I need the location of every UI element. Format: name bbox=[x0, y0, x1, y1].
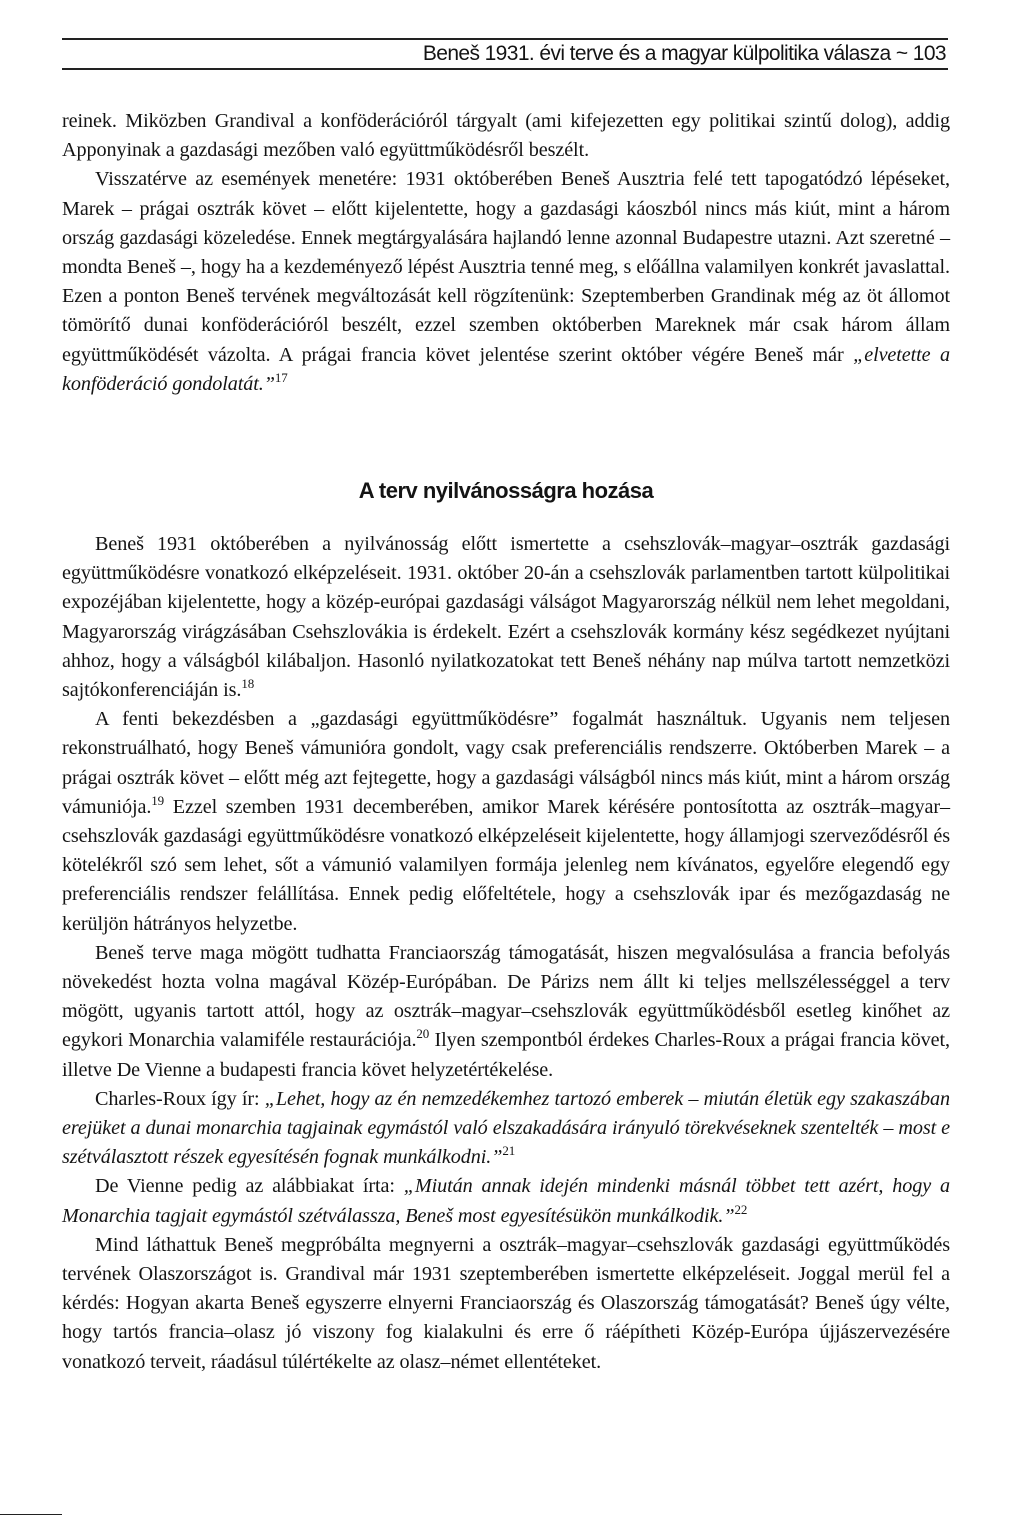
text-run: Ilyen szempontból érdekes Charles-Roux a prágai francia követ, illetve De Vienne a budapesti francia követ helyzetértékelése. bbox=[62, 1029, 950, 1081]
text-run: Beneš terve maga mögött tudhatta Franciaország támogatását, hiszen megvalósulása a francia befolyás növekedést hozta volna magával Közép-Európában. De Párizs nem állt ki teljes mellszélességgel a terv mögött, ugyanis tartott attól, hogy az osztrák–magyar–csehszlovák együttműködésből esetleg kinőhet az egykori Monarchia valamiféle restaurációja. bbox=[62, 941, 950, 1052]
running-head-text: Beneš 1931. évi terve és a magyar külpolitika válasza ~ 103 bbox=[422, 42, 946, 65]
paragraph bbox=[62, 1172, 950, 1230]
paragraph bbox=[62, 1085, 950, 1173]
text-run: Beneš 1931 októberében a nyilvánosság előtt ismertette a csehszlovák–magyar–osztrák gazdasági együttműködésre vonatkozó elképzeléseit. 1931. október 20-án a csehszlovák parlamentben tartott külpolitikai expozéjában kijelentette, hogy a közép-európai gazdasági válságot Magyarország nélkül nem lehet megoldani, Magyarország virágzásában Csehszlovákia is érdekelt. Ezért a csehszlovák kormány kész segédkezet nyújtani ahhoz, hogy a válságból kilábaljon. Hasonló nyilatkozatokat tett Beneš néhány nap múlva tartott nemzetközi sajtókonferenciáján is. bbox=[62, 533, 950, 702]
footnote-ref: 22 bbox=[734, 1201, 748, 1217]
footnote-ref: 18 bbox=[241, 676, 255, 692]
text-run: De Vienne pedig az alábbiakat írta: bbox=[95, 1175, 404, 1198]
footnote-ref: 19 bbox=[151, 792, 165, 808]
paragraph bbox=[62, 705, 950, 939]
text-run: A fenti bekezdésben a „gazdasági együttműködésre” fogalmát használtuk. Ugyanis nem teljesen rekonstruálható, hogy Beneš vámunióra gondolt, vagy csak preferenciális rendszerre. Októberben Marek – a prágai osztrák követ – előtt még azt fejtegette, hogy a gazdasági válságból nincs más kiút, mint a három ország vámuniója. bbox=[62, 708, 950, 818]
paragraph bbox=[62, 530, 950, 705]
running-head bbox=[62, 38, 948, 70]
text-run: Visszatérve az események menetére: 1931 októberében Beneš Ausztria felé tett tapogatódzó lépéseket, Marek – prágai osztrák követ – előtt kijelentette, hogy a gazdasági káoszból nincs más kiút, mint a három ország gazdasági közeledése. Ennek megtárgyalására hajlandó lenne azonnal Budapestre utazni. Azt szeretné – mondta Beneš –, hogy ha a kezdeményező lépést Ausztria tenné meg, s előállna valamilyen konkrét javaslattal. Ezen a ponton Beneš tervének megváltozását kell rögzítenünk: Szeptemberben Grandinak még az öt állomot tömörítő dunai konföderációról beszélt, ezzel szemben októberben Mareknek már csak három állam együttműködését vázolta. A prágai francia követ jelentése szerint október végére Beneš már bbox=[62, 168, 950, 366]
quoted-text: „Miután annak idején mindenki másnál többet tett azért, hogy a Monarchia tagjait egymástól szétválassza, Beneš most egyesítésükön munkálkodik.” bbox=[62, 1175, 950, 1227]
paragraph bbox=[62, 939, 950, 1085]
text-run: Ezzel szemben 1931 decemberében, amikor Marek kérésére pontosította az osztrák–magyar–csehszlovák gazdasági együttműködésre vonatkozó elképzeléseit kijelentette, hogy államjogi szerveződésről és kötelékről szó sem lehet, sőt a vámunió valamilyen formája jelenleg nem kívánatos, egyelőre elegendő egy preferenciális rendszer felállítása. Ennek pedig előfeltétele, hogy a csehszlovák ipar és mezőgazdaság ne kerüljön hátrányos helyzetbe. bbox=[62, 795, 950, 935]
footnote-rule bbox=[0, 1514, 62, 1515]
text-block-before-heading bbox=[62, 107, 950, 399]
text-run: reinek. Miközben Grandival a konföderációról tárgyalt (ami kifejezetten egy politikai szintű dolog), addig Apponyinak a gazdasági mezőben való együttműködésről beszélt. bbox=[62, 110, 950, 162]
footnote-ref: 20 bbox=[416, 1026, 430, 1042]
quoted-text: „Lehet, hogy az én nemzedékemhez tartozó emberek – miután életük egy szakaszában erejüket a dunai monarchia tagjainak egymástól való elszakadására irányuló törekvéseknek szentelték – most e szétválasztott részek egyesítésén fognak munkálkodni.” bbox=[62, 1087, 950, 1169]
text-run: Mind láthattuk Beneš megpróbálta megnyerni a osztrák–magyar–csehszlovák gazdasági együttműködés tervének Olaszországot is. Grandival már 1931 szeptemberében ismertette elképzeléseit. Joggal merül fel a kérdés: Hogyan akarta Beneš egyszerre elnyerni Franciaország és Olaszország támogatását? Beneš úgy vélte, hogy tartós francia–olasz jó viszony fog kialakulni és erre ő ráépítheti Közép-Európa újjászervezésére vonatkozó terveit, ráadásul túlértékelte az olasz–német ellentéteket. bbox=[62, 1233, 950, 1373]
paragraph bbox=[62, 107, 950, 165]
quoted-text: „elvetette a konföderáció gondolatát.” bbox=[62, 343, 950, 395]
text-block-after-heading bbox=[62, 530, 950, 1377]
footnote-ref: 21 bbox=[502, 1143, 516, 1159]
footnote-ref: 17 bbox=[274, 369, 288, 385]
section-title: A terv nyilvánosságra hozása bbox=[358, 478, 654, 503]
paragraph bbox=[62, 165, 950, 399]
paragraph bbox=[62, 1231, 950, 1377]
text-run: Charles-Roux így ír: bbox=[95, 1087, 265, 1110]
